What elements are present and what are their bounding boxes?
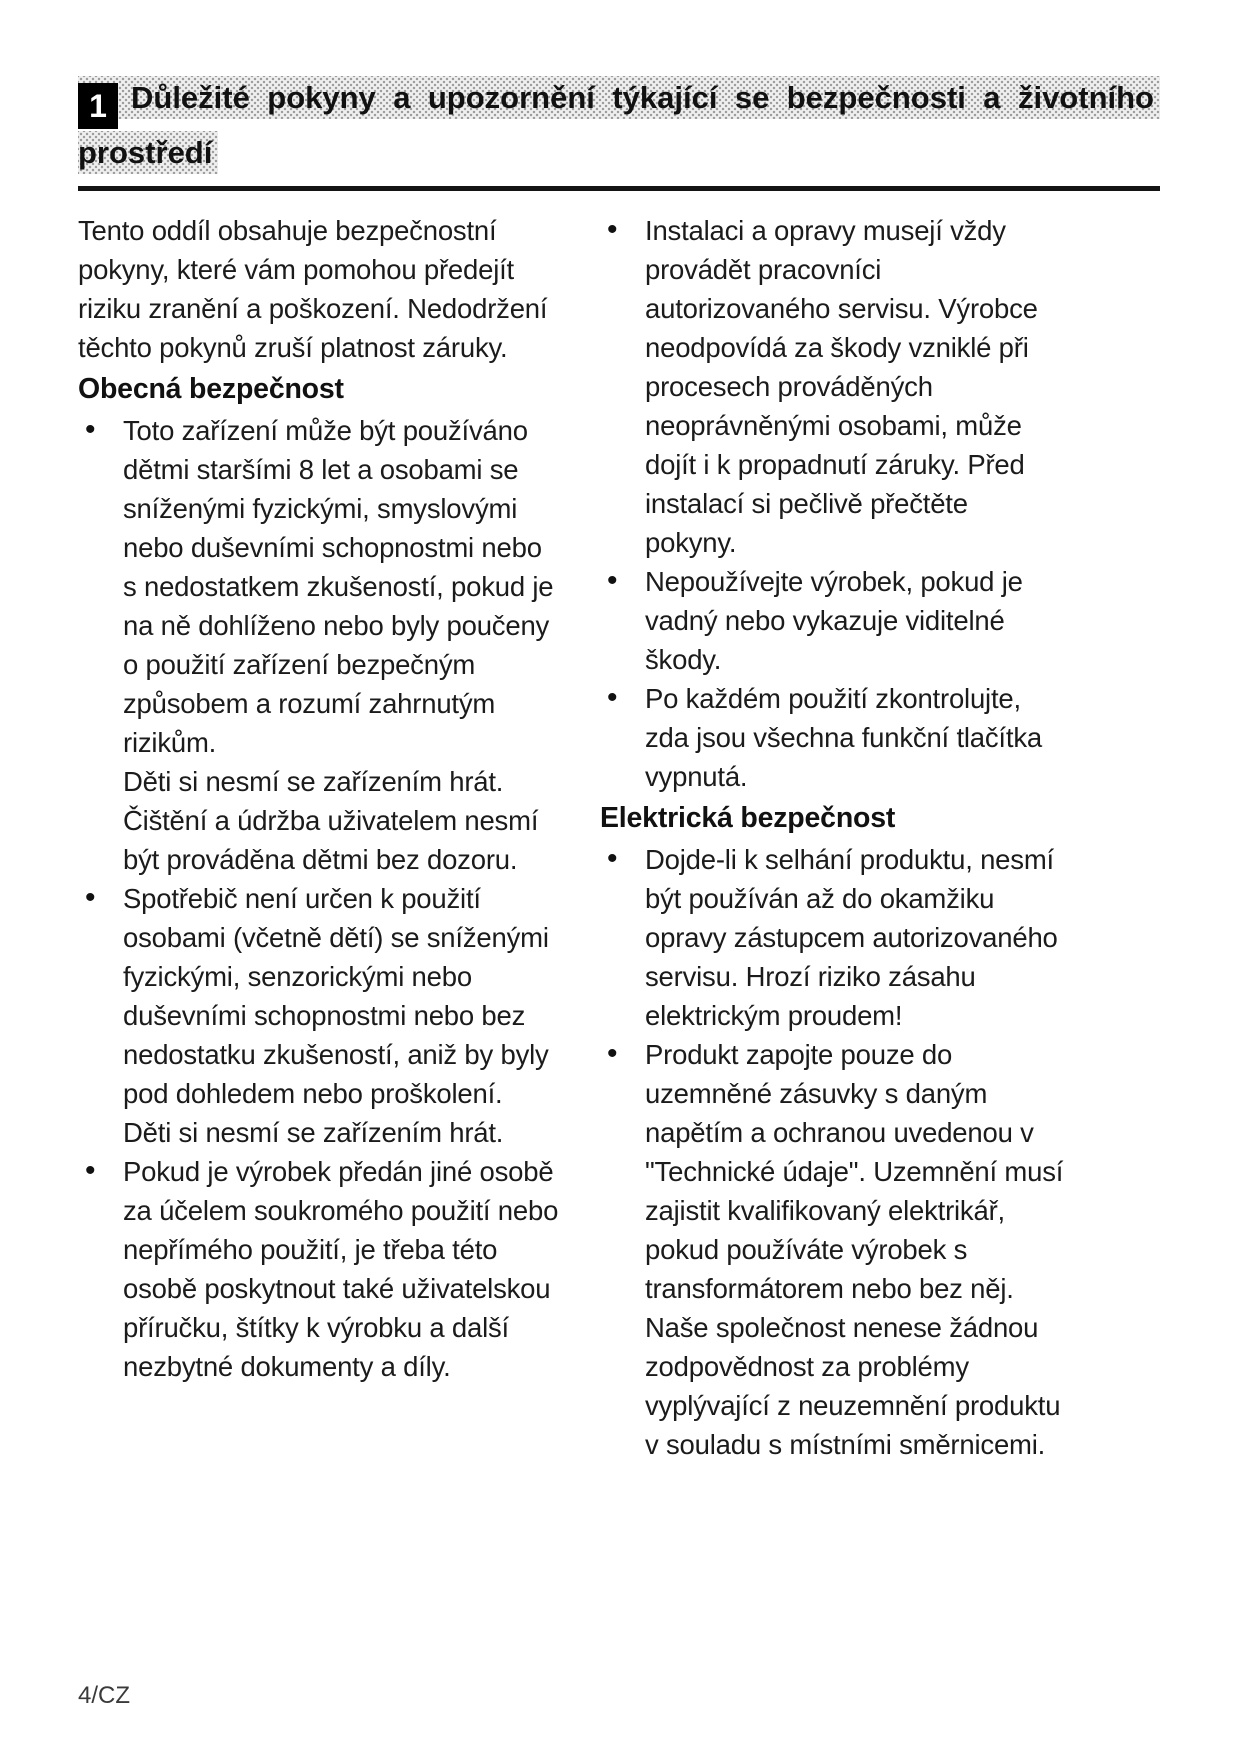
list-item bbox=[78, 1152, 560, 1386]
bullet-icon: • bbox=[85, 881, 96, 914]
bullet-paragraph: Děti si nesmí se zařízením hrát. bbox=[123, 1117, 504, 1148]
bullet-paragraph: Produkt zapojte pouze do uzemněné zásuvky s daným napětím a ochranou uvedenou v "Technické údaje". Uzemnění musí zajistit kvalifikovaný elektrikář, pokud používáte výrobek s transformátorem nebo bez něj. Naše společnost nenese žádnou zodpovědnost za problémy vyplývající z neuzemnění produktu v souladu s místními směrnicemi. bbox=[645, 1039, 1064, 1460]
bullet-paragraph: Instalaci a opravy musejí vždy provádět pracovníci autorizovaného servisu. Výrobce neodpovídá za škody vzniklé při procesech prováděných neoprávněnými osobami, může dojít i k propadnutí záruky. Před instalací si pečlivě přečtěte pokyny. bbox=[645, 215, 1038, 558]
right-column bbox=[600, 211, 1066, 1464]
list-item bbox=[600, 679, 1066, 796]
section-header-band bbox=[78, 76, 1160, 174]
bullet-paragraph: Děti si nesmí se zařízením hrát. Čištění a údržba uživatelem nesmí být prováděna dětmi bez dozoru. bbox=[123, 766, 539, 875]
installation-safety-list bbox=[600, 211, 1066, 796]
list-item bbox=[600, 562, 1066, 679]
intro-paragraph: Tento oddíl obsahuje bezpečnostní pokyny, které vám pomohou předejít riziku zranění a poškození. Nedodržení těchto pokynů zruší platnost záruky. bbox=[78, 215, 548, 363]
bullet-paragraph: Spotřebič není určen k použití osobami (včetně dětí) se sníženými fyzickými, senzorickými nebo duševními schopnostmi nebo bez nedostatku zkušeností, aniž by byly pod dohledem nebo proškolení. bbox=[123, 883, 549, 1109]
list-item bbox=[78, 411, 560, 879]
two-column-body bbox=[78, 211, 1160, 1464]
bullet-paragraph: Nepoužívejte výrobek, pokud je vadný nebo vykazuje viditelné škody. bbox=[645, 566, 1023, 675]
page-number: 4/CZ bbox=[78, 1682, 131, 1709]
bullet-paragraph: Toto zařízení může být používáno dětmi staršími 8 let a osobami se sníženými fyzickými, smyslovými nebo duševními schopnostmi nebo s nedostatkem zkušeností, pokud je na ně dohlíženo nebo byly poučeny o použití zařízení bezpečným způsobem a rozumí zahrnutým rizikům. bbox=[123, 415, 554, 758]
left-column bbox=[78, 211, 560, 1464]
bullet-icon: • bbox=[607, 842, 618, 875]
bullet-paragraph: Pokud je výrobek předán jiné osobě za účelem soukromého použití nebo nepřímého použití, je třeba této osobě poskytnout také uživatelskou příručku, štítky k výrobku a další nezbytné dokumenty a díly. bbox=[123, 1156, 559, 1382]
electrical-safety-list bbox=[600, 840, 1066, 1464]
bullet-paragraph: Dojde-li k selhání produktu, nesmí být používán až do okamžiku opravy zástupcem autorizovaného servisu. Hrozí riziko zásahu elektrickým proudem! bbox=[645, 844, 1058, 1031]
bullet-icon: • bbox=[607, 213, 618, 246]
heading-electrical-safety: Elektrická bezpečnost bbox=[600, 802, 896, 834]
list-item bbox=[78, 879, 560, 1152]
bullet-icon: • bbox=[607, 1037, 618, 1070]
bullet-paragraph: Po každém použití zkontrolujte, zda jsou všechna funkční tlačítka vypnutá. bbox=[645, 683, 1042, 792]
section-header bbox=[78, 74, 1160, 177]
heading-general-safety: Obecná bezpečnost bbox=[78, 373, 344, 405]
section-title: Důležité pokyny a upozornění týkající se bezpečnosti a životního prostředí bbox=[78, 80, 1154, 170]
bullet-icon: • bbox=[607, 681, 618, 714]
list-item bbox=[600, 1035, 1066, 1464]
section-number-box: 1 bbox=[78, 83, 118, 129]
header-rule bbox=[78, 186, 1160, 191]
list-item bbox=[600, 211, 1066, 562]
bullet-icon: • bbox=[85, 413, 96, 446]
bullet-icon: • bbox=[85, 1154, 96, 1187]
general-safety-list bbox=[78, 411, 560, 1386]
list-item bbox=[600, 840, 1066, 1035]
bullet-icon: • bbox=[607, 564, 618, 597]
page-footer bbox=[78, 1682, 130, 1710]
